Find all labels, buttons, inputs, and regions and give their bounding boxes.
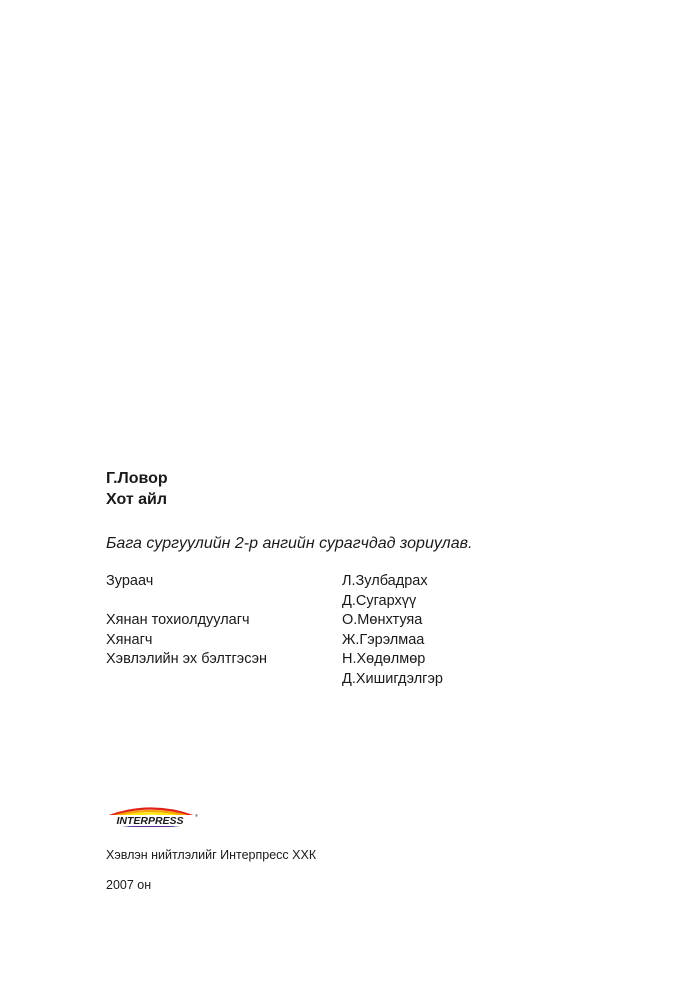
credit-names [342,631,424,651]
credit-role: Хэвлэлийн эх бэлтгэсэн [106,651,268,667]
credit-names [342,611,422,631]
credit-name: Н.Хөдөлмөр [342,651,426,667]
credit-row-layout [106,650,443,689]
credit-row-editor [106,631,443,651]
credit-names [342,650,443,689]
credit-name: Д.Сугархүү [342,592,417,609]
credit-name: Ж.Гэрэлмаа [342,631,425,648]
credit-role: Хянан тохиолдуулагч [106,612,250,628]
credit-role: Зураач [106,573,154,589]
credits-list [106,572,443,689]
credit-name: Д.Хишигдэлгэр [342,670,443,687]
book-title: Хот айл [106,491,168,508]
registered-mark: ® [195,813,198,818]
credit-role: Хянагч [106,631,153,648]
interpress-logo [103,803,199,827]
credit-name: Л.Зулбадрах [342,573,428,589]
credit-names [342,572,428,611]
book-dedication: Бага сургуулийн 2-р ангийн сурагчдад зориулав. [106,535,473,552]
author-name: Г.Ловор [106,470,168,487]
logo-wordmark: INTERPRESS [116,815,184,827]
credit-row-illustrator [106,572,443,611]
publication-year: 2007 он [106,878,152,892]
credit-name: О.Мөнхтуяа [342,612,423,628]
credit-row-proofreader [106,611,443,631]
publisher-line: Хэвлэн нийтлэлийг Интерпресс ХХК [106,848,317,862]
